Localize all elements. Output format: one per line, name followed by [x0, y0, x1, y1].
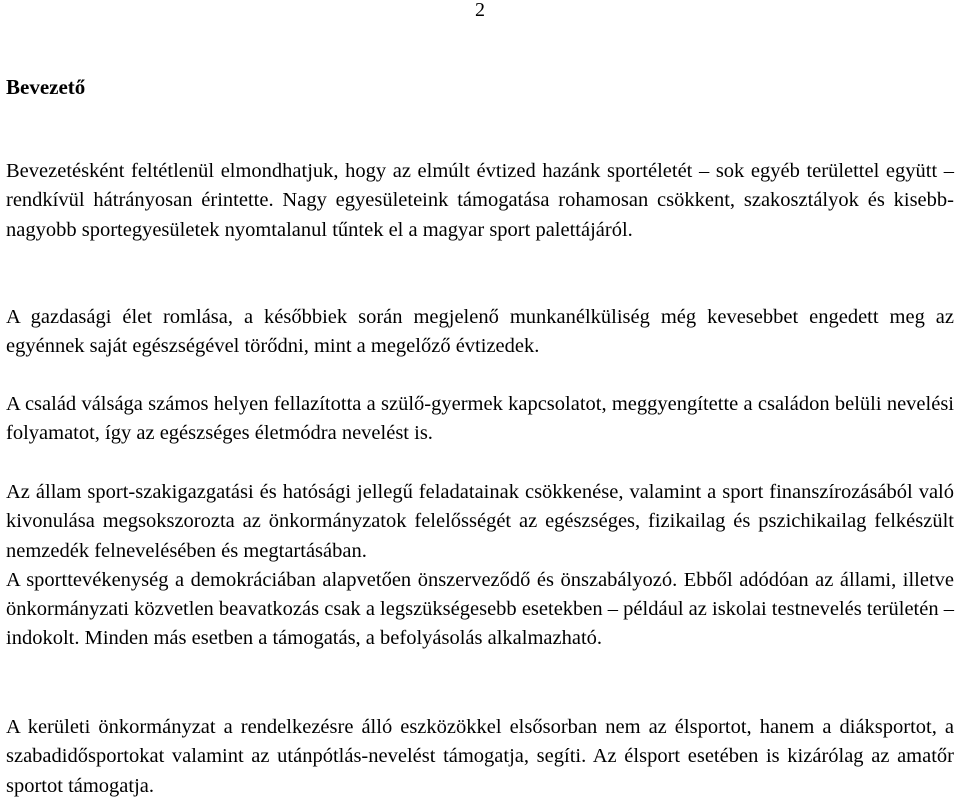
paragraph: Bevezetésként feltétlenül elmondhatjuk, hogy az elmúlt évtized hazánk sportéletét – sok egyéb területtel együtt – rendkívül hátrányosan érintette. Nagy egyesületeink támogatása rohamosan csökkent, szakosztályok és kisebb-nagyobb sportegyesületek nyomtalanul tűntek el a magyar sport palettájáról.: [6, 160, 954, 241]
paragraph-economy: [6, 303, 954, 362]
paragraph-intro: [6, 157, 954, 245]
paragraph: A sporttevékenység a demokráciában alapvetően önszerveződő és önszabályozó. Ebből adódóan az állami, illetve önkormányzati közvetlen beavatkozás csak a legszükségesebb esetekben – például az iskolai testnevelés területén – indokolt. Minden más esetben a támogatás, a befolyásolás alkalmazható.: [6, 568, 954, 650]
paragraph-family: [6, 390, 954, 449]
paragraph: A kerületi önkormányzat a rendelkezésre álló eszközökkel elsősorban nem az élsportot, hanem a diáksportot, a szabadidősportokat valamint az utánpótlás-nevelést támogatja, segíti. Az élsport esetében is kizárólag az amatőr sportot támogatja.: [6, 716, 954, 797]
paragraph-state-role: [6, 478, 954, 654]
paragraph-district: [6, 713, 954, 801]
paragraph: A gazdasági élet romlása, a későbbiek során megjelenő munkanélküliség még kevesebbet engedett meg az egyénnek saját egészségével törődni, mint a megelőző évtizedek.: [6, 306, 954, 358]
page-number: 2: [475, 0, 485, 21]
paragraph: Az állam sport-szakigazgatási és hatósági jellegű feladatainak csökkenése, valamint a sport finanszírozásából való kivonulása megsokszorozta az önkormányzatok felelősségét az egészséges, fizikailag és pszichikailag felkészült nemzedék felnevelésében és megtartásában.: [6, 481, 954, 562]
section-heading: Bevezető: [6, 75, 86, 99]
paragraph: A család válsága számos helyen fellazította a szülő-gyermek kapcsolatot, meggyengítette a családon belüli nevelési folyamatot, így az egészséges életmódra nevelést is.: [6, 393, 954, 445]
